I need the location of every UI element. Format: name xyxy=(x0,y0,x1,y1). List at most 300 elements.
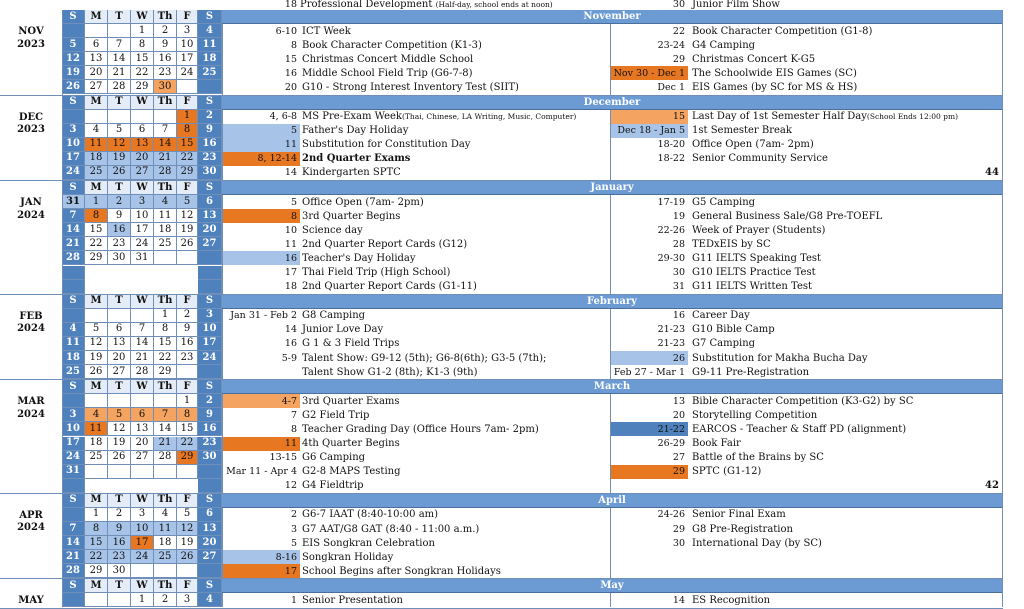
event-title: G5 Camping xyxy=(692,196,756,208)
event-item xyxy=(690,110,1002,124)
month-label xyxy=(0,508,62,579)
event-item xyxy=(690,451,1002,465)
calendar-day xyxy=(108,593,131,607)
event-title: 2nd Quarter Report Cards (G1-11) xyxy=(302,281,477,293)
event-title: Teacher Grading Day (Office Hours 7am- 2pm) xyxy=(302,423,539,435)
weekend-stripe xyxy=(198,479,222,493)
calendar-day: 18 xyxy=(85,437,108,451)
event-title: Father's Day Holiday xyxy=(302,125,409,137)
event-item xyxy=(690,138,1002,152)
calendar-day: 23 xyxy=(108,237,131,251)
calendar-day: 17 xyxy=(62,152,85,166)
grid-line-center xyxy=(610,394,611,493)
event-item xyxy=(690,323,1002,337)
grid-line-right xyxy=(1002,494,1003,579)
calendar-day: 19 xyxy=(108,152,131,166)
event-date: Nov 30 - Dec 1 xyxy=(610,66,688,80)
calendar-day xyxy=(62,24,85,38)
event-date: 6-10 xyxy=(275,25,297,37)
event-date: Dec 1 xyxy=(657,81,685,93)
grid-line-right xyxy=(1002,295,1003,380)
event-date: 10 xyxy=(284,224,297,236)
event-item xyxy=(690,223,1002,237)
grid-line-right xyxy=(1002,380,1003,493)
weekday-header: M xyxy=(85,494,108,508)
calendar-day: 5 xyxy=(108,408,131,422)
event-title: G9-11 Pre-Registration xyxy=(692,366,810,378)
event-item-continued: Talent Show G1-2 (8th); K1-3 (9th) xyxy=(302,366,478,378)
calendar-day: 16 xyxy=(198,138,222,152)
event-title: Christmas Concert Middle School xyxy=(302,53,474,65)
event-item xyxy=(300,266,608,280)
calendar-day: 28 xyxy=(154,451,177,465)
calendar-day: 19 xyxy=(62,66,85,80)
month-abbr: NOV xyxy=(18,26,44,37)
month-year: 2023 xyxy=(17,38,45,50)
calendar-day xyxy=(131,309,154,323)
weekday-header: F xyxy=(177,96,198,110)
event-title: TEDxEIS by SC xyxy=(692,238,771,250)
calendar-day: 12 xyxy=(62,52,85,66)
event-item xyxy=(300,124,608,138)
month-header-bar: January xyxy=(222,181,1002,195)
weekday-header: F xyxy=(177,10,198,24)
calendar-day: 9 xyxy=(108,209,131,223)
event-item xyxy=(690,251,1002,265)
calendar-day: 2 xyxy=(177,309,198,323)
event-item xyxy=(690,437,1002,451)
calendar-day: 9 xyxy=(198,124,222,138)
calendar-day: 14 xyxy=(62,536,85,550)
calendar-day xyxy=(177,465,198,479)
calendar-day: 24 xyxy=(131,237,154,251)
month-label xyxy=(0,593,62,607)
calendar-day: 11 xyxy=(62,337,85,351)
event-date: Dec 18 - Jan 5 xyxy=(610,124,688,138)
calendar-day: 9 xyxy=(177,323,198,337)
calendar-day: 16 xyxy=(108,223,131,237)
calendar-day xyxy=(177,251,198,265)
event-item xyxy=(690,152,1002,166)
event-item xyxy=(690,337,1002,351)
event-item xyxy=(690,408,1002,422)
event-item xyxy=(300,38,608,52)
event-item xyxy=(300,408,608,422)
weekday-header: W xyxy=(131,579,154,593)
month-label xyxy=(0,309,62,380)
event-date: 31 xyxy=(672,281,685,293)
calendar-day xyxy=(108,394,131,408)
top-event-right-date: 30 xyxy=(672,0,685,10)
event-date: 7 xyxy=(290,409,297,421)
month-year: 2023 xyxy=(17,124,45,135)
event-date: 17 xyxy=(284,267,297,279)
event-date: 30 xyxy=(672,267,685,279)
grid-line-left xyxy=(62,579,63,607)
grid-line-center xyxy=(610,195,611,294)
calendar-day: 1 xyxy=(85,195,108,209)
weekday-header: T xyxy=(108,494,131,508)
calendar-day: 14 xyxy=(154,422,177,436)
calendar-day xyxy=(131,394,154,408)
month-header-bar: May xyxy=(222,579,1002,593)
calendar-day: 3 xyxy=(62,408,85,422)
weekday-header: W xyxy=(131,10,154,24)
calendar-day: 22 xyxy=(177,152,198,166)
calendar-day: 19 xyxy=(177,223,198,237)
event-item xyxy=(690,124,1002,138)
calendar-day xyxy=(198,365,222,379)
calendar-day: 25 xyxy=(85,451,108,465)
calendar-day: 12 xyxy=(177,209,198,223)
calendar-day: 4 xyxy=(62,323,85,337)
calendar-day: 8 xyxy=(177,408,198,422)
weekday-header: W xyxy=(131,494,154,508)
calendar-day: 27 xyxy=(198,237,222,251)
calendar-day: 27 xyxy=(85,80,108,94)
calendar-day: 28 xyxy=(62,251,85,265)
weekday-header: T xyxy=(108,181,131,195)
calendar-day: 4 xyxy=(154,508,177,522)
event-item xyxy=(300,110,608,124)
calendar-day: 29 xyxy=(177,166,198,180)
event-date: 8 xyxy=(290,39,297,51)
weekday-header: M xyxy=(85,380,108,394)
weekday-header: S xyxy=(198,494,222,508)
calendar-day: 13 xyxy=(198,209,222,223)
calendar-day: 15 xyxy=(131,52,154,66)
calendar-day: 1 xyxy=(85,508,108,522)
event-title: Senior Final Exam xyxy=(692,509,786,521)
calendar-day: 9 xyxy=(198,408,222,422)
calendar-day: 30 xyxy=(198,451,222,465)
calendar-day xyxy=(62,309,85,323)
weekday-header: S xyxy=(62,579,85,593)
weekday-header: S xyxy=(62,380,85,394)
event-item xyxy=(690,209,1002,223)
weekend-stripe xyxy=(62,280,85,294)
grid-line-mid xyxy=(222,309,223,380)
calendar-day xyxy=(177,80,198,94)
calendar-day: 19 xyxy=(177,536,198,550)
event-date: 18-20 xyxy=(657,139,685,151)
calendar-day: 26 xyxy=(177,550,198,564)
calendar-day: 8 xyxy=(154,323,177,337)
event-date: 29-30 xyxy=(657,252,685,264)
event-date: 29 xyxy=(672,53,685,65)
calendar-day xyxy=(85,465,108,479)
top-event-right: Junior Film Show xyxy=(692,0,780,10)
event-title: Book Character Competition (G1-8) xyxy=(692,25,873,37)
calendar-day xyxy=(177,564,198,578)
event-date: 3 xyxy=(290,523,297,535)
calendar-day: 11 xyxy=(85,138,108,152)
event-title: 1st Semester Break xyxy=(692,125,792,137)
calendar-day xyxy=(108,309,131,323)
event-item xyxy=(300,138,608,152)
calendar-day xyxy=(154,465,177,479)
calendar-day: 19 xyxy=(85,351,108,365)
calendar-day: 10 xyxy=(198,323,222,337)
event-date: 4-7 xyxy=(222,394,300,408)
calendar-day: 14 xyxy=(108,52,131,66)
calendar-day: 14 xyxy=(62,223,85,237)
calendar-day: 14 xyxy=(154,138,177,152)
calendar-day: 24 xyxy=(177,66,198,80)
event-title: School Begins after Songkran Holidays xyxy=(302,565,501,577)
weekday-header: M xyxy=(85,579,108,593)
event-title: Book Fair xyxy=(692,438,741,450)
calendar-day: 17 xyxy=(131,536,154,550)
calendar-day: 22 xyxy=(85,237,108,251)
calendar-day: 6 xyxy=(198,195,222,209)
top-event-left: Professional Development (Half-day, school ends at noon) xyxy=(300,0,553,10)
grid-line-right xyxy=(1002,10,1003,95)
event-item xyxy=(690,351,1002,365)
calendar-day: 21 xyxy=(154,437,177,451)
event-date: 21-22 xyxy=(610,422,688,436)
event-date: 19 xyxy=(672,210,685,222)
weekday-header: T xyxy=(108,295,131,309)
event-title: Senior Presentation xyxy=(302,594,403,606)
calendar-day: 22 xyxy=(131,66,154,80)
calendar-day: 6 xyxy=(108,323,131,337)
calendar-day: 18 xyxy=(62,351,85,365)
calendar-day: 2 xyxy=(108,508,131,522)
grid-line-mid xyxy=(222,394,223,493)
calendar-day xyxy=(198,251,222,265)
event-date: 30 xyxy=(672,537,685,549)
event-title: 3rd Quarter Exams xyxy=(302,395,400,407)
calendar-day: 2 xyxy=(198,394,222,408)
weekday-header: T xyxy=(108,96,131,110)
grid-line-left xyxy=(62,295,63,380)
calendar-day: 17 xyxy=(198,337,222,351)
calendar-day: 3 xyxy=(177,24,198,38)
event-title: Bible Character Competition (K3-G2) by SC xyxy=(692,395,914,407)
event-date: 15 xyxy=(610,110,688,124)
grid-line-mid xyxy=(222,593,223,607)
calendar-day: 18 xyxy=(154,536,177,550)
calendar-day: 26 xyxy=(108,166,131,180)
calendar-day: 29 xyxy=(177,451,198,465)
event-date: 8 xyxy=(222,209,300,223)
calendar-day: 4 xyxy=(198,24,222,38)
calendar-day: 30 xyxy=(108,251,131,265)
grid-line-center xyxy=(610,110,611,181)
event-date: 21-23 xyxy=(657,324,685,336)
event-item xyxy=(690,365,1002,379)
event-item xyxy=(300,152,608,166)
weekday-header: S xyxy=(198,380,222,394)
calendar-day: 19 xyxy=(108,437,131,451)
grid-line-mid xyxy=(222,508,223,579)
event-item xyxy=(300,323,608,337)
event-title: G11 IELTS Written Test xyxy=(692,281,813,293)
page-number: 42 xyxy=(985,479,999,491)
calendar-day: 7 xyxy=(108,38,131,52)
event-item xyxy=(690,237,1002,251)
calendar-day: 31 xyxy=(62,195,85,209)
calendar-day: 25 xyxy=(154,237,177,251)
calendar-day: 29 xyxy=(85,251,108,265)
event-item xyxy=(690,38,1002,52)
month-year: 2024 xyxy=(17,408,45,420)
calendar-day: 12 xyxy=(108,422,131,436)
calendar-day: 3 xyxy=(131,195,154,209)
grid-line-left xyxy=(62,494,63,579)
calendar-day: 5 xyxy=(177,195,198,209)
event-item xyxy=(690,309,1002,323)
weekend-stripe xyxy=(198,280,222,294)
event-date: 8 xyxy=(290,423,297,435)
calendar-day: 15 xyxy=(177,138,198,152)
event-date: 4, 6-8 xyxy=(269,111,297,123)
grid-line-mid xyxy=(222,195,223,294)
event-date: 8-16 xyxy=(222,550,300,564)
event-date: 5 xyxy=(222,124,300,138)
top-event-left-date: 18 xyxy=(284,0,297,10)
calendar-day: 10 xyxy=(131,522,154,536)
event-item xyxy=(300,351,608,365)
calendar-day: 2 xyxy=(198,110,222,124)
month-header-bar: November xyxy=(222,10,1002,24)
event-item xyxy=(690,394,1002,408)
calendar-day: 17 xyxy=(177,52,198,66)
event-title: G2 Field Trip xyxy=(302,409,370,421)
calendar-day xyxy=(198,465,222,479)
event-date: 18 xyxy=(284,281,297,293)
month-year: 2024 xyxy=(17,209,45,221)
event-item xyxy=(690,280,1002,294)
weekend-stripe xyxy=(62,479,85,493)
calendar-day xyxy=(108,110,131,124)
grid-line-left xyxy=(62,181,63,294)
calendar-day: 13 xyxy=(85,52,108,66)
event-item xyxy=(300,422,608,436)
month-year: 2024 xyxy=(17,323,45,335)
event-item xyxy=(690,266,1002,280)
calendar-day: 8 xyxy=(131,38,154,52)
weekday-header: M xyxy=(85,295,108,309)
grid-line-left xyxy=(62,10,63,95)
event-title: International Day (by SC) xyxy=(692,537,822,549)
event-item xyxy=(300,195,608,209)
weekday-header: S xyxy=(62,10,85,24)
calendar-day: 7 xyxy=(62,522,85,536)
calendar-day: 4 xyxy=(154,195,177,209)
calendar-day: 26 xyxy=(177,237,198,251)
calendar-day: 21 xyxy=(62,237,85,251)
calendar-day: 22 xyxy=(177,437,198,451)
event-title: G6 Camping xyxy=(302,452,366,464)
calendar-day: 4 xyxy=(85,124,108,138)
event-date xyxy=(610,166,688,180)
calendar-day: 25 xyxy=(62,365,85,379)
month-abbr: DEC xyxy=(18,111,44,123)
grid-line-right xyxy=(1002,96,1003,181)
calendar-day xyxy=(62,593,85,607)
calendar-day xyxy=(85,394,108,408)
event-item xyxy=(690,465,1002,479)
calendar-day: 1 xyxy=(131,593,154,607)
calendar-day: 12 xyxy=(85,337,108,351)
calendar-day: 2 xyxy=(154,593,177,607)
calendar-day: 29 xyxy=(154,365,177,379)
calendar-day: 15 xyxy=(85,536,108,550)
calendar-day xyxy=(154,564,177,578)
event-date: 14 xyxy=(284,167,297,179)
calendar-day: 3 xyxy=(131,508,154,522)
weekday-header: S xyxy=(62,494,85,508)
calendar-day: 2 xyxy=(154,24,177,38)
event-date: 5-9 xyxy=(281,352,297,364)
event-date: 26 xyxy=(610,351,688,365)
event-item xyxy=(300,550,608,564)
event-title: 3rd Quarter Begins xyxy=(302,210,401,222)
grid-line-center xyxy=(610,309,611,380)
event-title: G7 Camping xyxy=(692,338,756,350)
calendar-day: 1 xyxy=(177,394,198,408)
calendar-day: 4 xyxy=(198,593,222,607)
event-title: Last Day of 1st Semester Half Day xyxy=(692,111,867,123)
event-title: 2nd Quarter Report Cards (G12) xyxy=(302,238,468,250)
event-title: G10 Bible Camp xyxy=(692,324,775,336)
event-title: Teacher's Day Holiday xyxy=(302,252,416,264)
calendar-day: 24 xyxy=(198,351,222,365)
calendar-day: 12 xyxy=(108,138,131,152)
calendar-day: 5 xyxy=(177,508,198,522)
event-title: ES Recognition xyxy=(692,594,771,606)
event-item xyxy=(300,237,608,251)
grid-line-left xyxy=(62,96,63,181)
event-date: 26-29 xyxy=(657,438,685,450)
event-item xyxy=(300,508,608,522)
grid-line-center xyxy=(610,24,611,95)
calendar-day: 21 xyxy=(131,351,154,365)
calendar-day: 28 xyxy=(131,365,154,379)
event-item xyxy=(300,209,608,223)
event-item xyxy=(300,564,608,578)
event-item xyxy=(300,280,608,294)
calendar-day xyxy=(62,394,85,408)
calendar-day: 13 xyxy=(131,422,154,436)
calendar-day: 23 xyxy=(108,550,131,564)
calendar-day xyxy=(85,110,108,124)
event-title: EARCOS - Teacher & Staff PD (alignment) xyxy=(692,423,907,435)
weekday-header: F xyxy=(177,295,198,309)
calendar-day xyxy=(154,394,177,408)
event-title: G8 Camping xyxy=(302,310,366,322)
calendar-day: 25 xyxy=(198,66,222,80)
event-date: 16 xyxy=(284,67,297,79)
calendar-day: 20 xyxy=(198,223,222,237)
event-item xyxy=(300,337,608,351)
calendar-day: 27 xyxy=(108,365,131,379)
calendar-day: 23 xyxy=(177,351,198,365)
event-title: Science day xyxy=(302,224,363,236)
weekday-header: T xyxy=(108,10,131,24)
weekday-header: S xyxy=(198,96,222,110)
calendar-day: 8 xyxy=(85,209,108,223)
event-date: 17 xyxy=(222,564,300,578)
calendar-day: 5 xyxy=(85,323,108,337)
event-item xyxy=(300,309,608,323)
event-item xyxy=(690,80,1002,94)
event-title: ICT Week xyxy=(302,25,351,37)
event-date: Mar 11 - Apr 4 xyxy=(226,466,297,478)
calendar-day: 3 xyxy=(62,124,85,138)
